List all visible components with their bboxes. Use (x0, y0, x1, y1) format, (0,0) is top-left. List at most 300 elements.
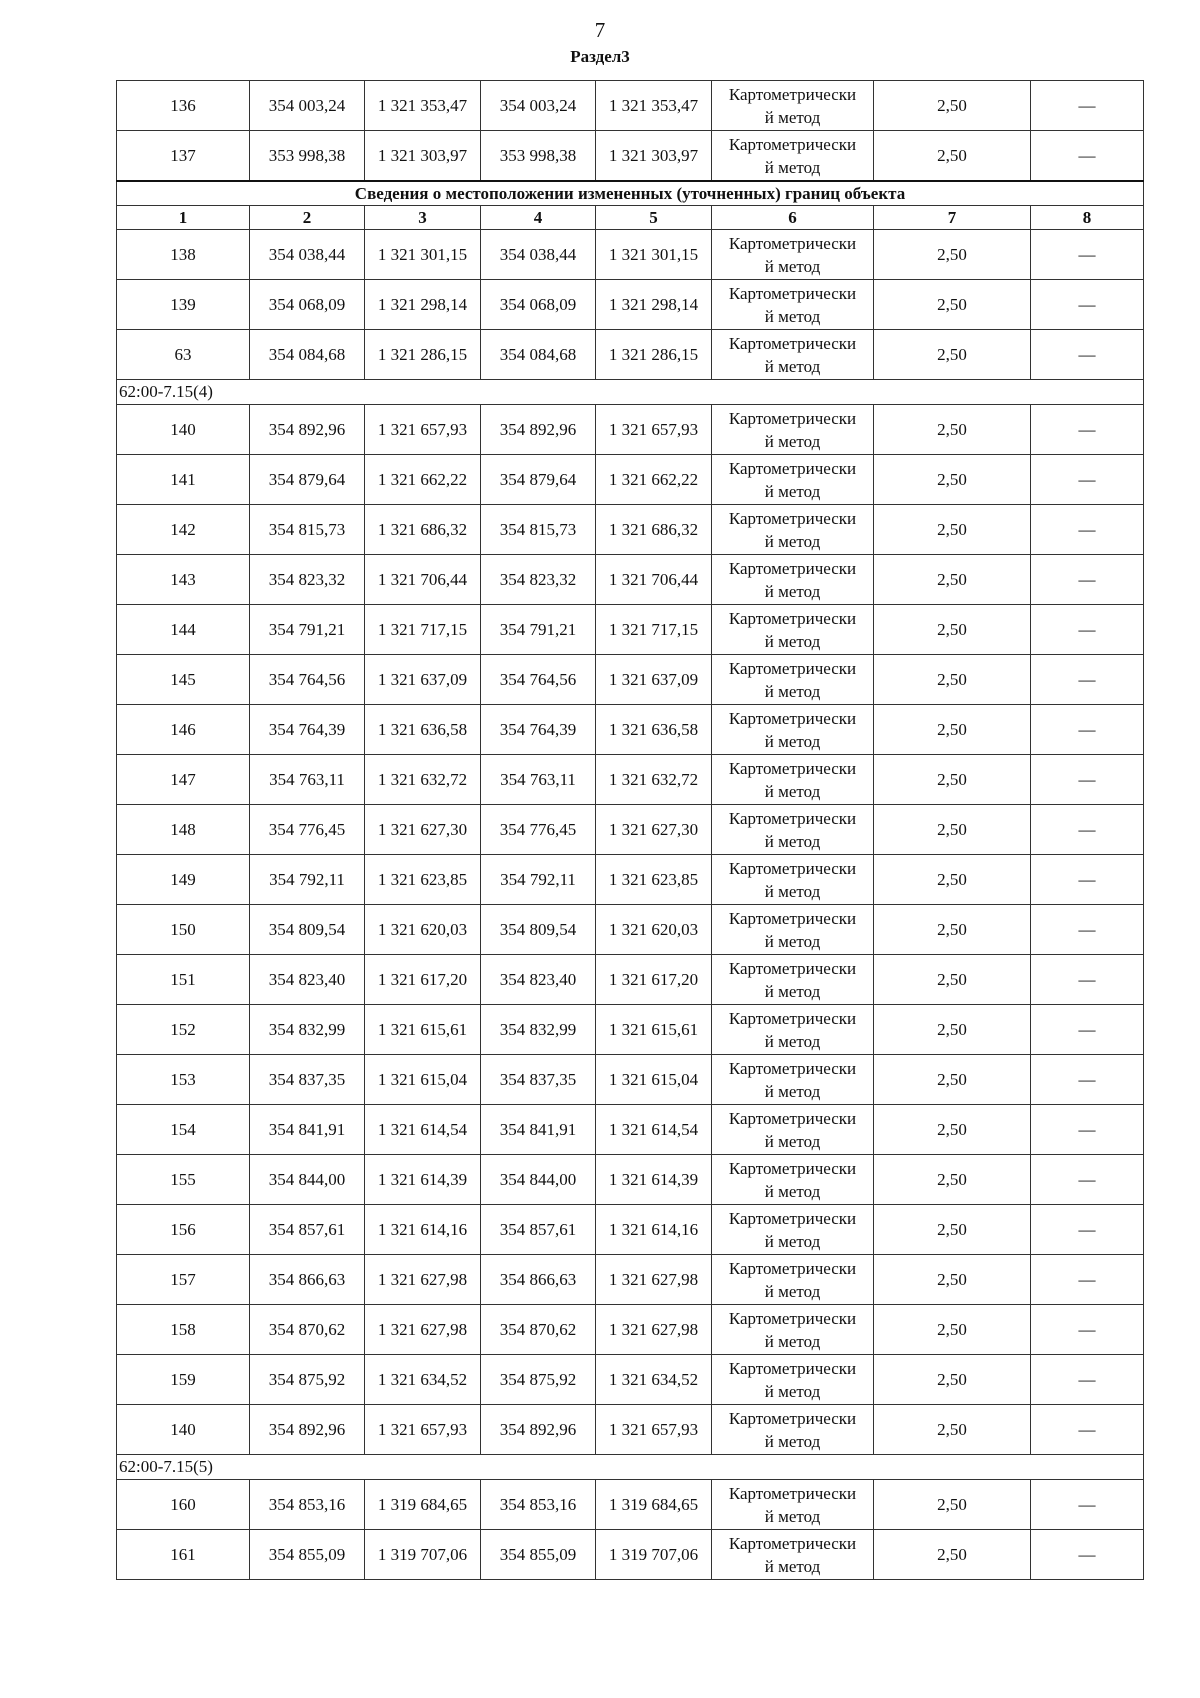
y-coordinate-new-cell: 1 321 298,14 (596, 280, 712, 330)
table-row (117, 330, 1144, 380)
method-text: Картометрически (728, 1483, 857, 1503)
accuracy-cell: 2,50 (874, 555, 1031, 605)
x-coordinate-cell: 354 763,11 (250, 755, 365, 805)
description-cell: — (1031, 1155, 1144, 1205)
y-coordinate-cell: 1 321 298,14 (365, 280, 481, 330)
method-text: Картометрически (728, 458, 857, 478)
x-coordinate-new-cell: 354 832,99 (481, 1005, 596, 1055)
y-coordinate-cell: 1 321 636,58 (365, 705, 481, 755)
y-coordinate-cell: 1 321 686,32 (365, 505, 481, 555)
accuracy-cell: 2,50 (874, 505, 1031, 555)
method-cell (712, 81, 874, 131)
table-row (117, 280, 1144, 330)
point-number-cell: 143 (117, 555, 250, 605)
y-coordinate-new-cell: 1 321 353,47 (596, 81, 712, 131)
description-cell: — (1031, 955, 1144, 1005)
method-text: й метод (764, 781, 821, 801)
description-cell: — (1031, 805, 1144, 855)
method-text: Картометрически (728, 1158, 857, 1178)
method-cell (712, 1405, 874, 1455)
x-coordinate-cell: 354 892,96 (250, 1405, 365, 1455)
table-row (117, 555, 1144, 605)
point-number-cell: 160 (117, 1480, 250, 1530)
point-number-cell: 155 (117, 1155, 250, 1205)
method-text: Картометрически (728, 1258, 857, 1278)
x-coordinate-cell: 354 792,11 (250, 855, 365, 905)
column-number: 6 (712, 206, 874, 230)
method-text: Картометрически (728, 84, 857, 104)
method-cell (712, 1355, 874, 1405)
x-coordinate-cell: 354 837,35 (250, 1055, 365, 1105)
method-cell (712, 131, 874, 182)
description-cell: — (1031, 705, 1144, 755)
method-text: й метод (764, 107, 821, 127)
x-coordinate-cell: 354 038,44 (250, 230, 365, 280)
table-row (117, 1530, 1144, 1580)
method-text: Картометрически (728, 658, 857, 678)
accuracy-cell: 2,50 (874, 1105, 1031, 1155)
accuracy-cell: 2,50 (874, 1405, 1031, 1455)
method-text: й метод (764, 731, 821, 751)
y-coordinate-cell: 1 321 657,93 (365, 405, 481, 455)
table-row (117, 455, 1144, 505)
point-number-cell: 146 (117, 705, 250, 755)
y-coordinate-new-cell: 1 321 662,22 (596, 455, 712, 505)
table-row (117, 805, 1144, 855)
method-cell (712, 855, 874, 905)
x-coordinate-new-cell: 354 791,21 (481, 605, 596, 655)
description-cell: — (1031, 1530, 1144, 1580)
x-coordinate-new-cell: 354 776,45 (481, 805, 596, 855)
y-coordinate-cell: 1 321 637,09 (365, 655, 481, 705)
x-coordinate-cell: 354 068,09 (250, 280, 365, 330)
method-cell (712, 330, 874, 380)
group-label: 62:00-7.15(4) (117, 380, 1144, 405)
y-coordinate-new-cell: 1 321 627,30 (596, 805, 712, 855)
x-coordinate-new-cell: 354 892,96 (481, 405, 596, 455)
x-coordinate-cell: 354 823,32 (250, 555, 365, 605)
y-coordinate-cell: 1 321 627,30 (365, 805, 481, 855)
y-coordinate-new-cell: 1 321 617,20 (596, 955, 712, 1005)
accuracy-cell: 2,50 (874, 1480, 1031, 1530)
point-number-cell: 150 (117, 905, 250, 955)
method-text: Картометрически (728, 908, 857, 928)
accuracy-cell: 2,50 (874, 1205, 1031, 1255)
table-row (117, 655, 1144, 705)
y-coordinate-new-cell: 1 321 301,15 (596, 230, 712, 280)
x-coordinate-cell: 354 809,54 (250, 905, 365, 955)
accuracy-cell: 2,50 (874, 905, 1031, 955)
y-coordinate-new-cell: 1 321 627,98 (596, 1255, 712, 1305)
method-text: й метод (764, 1506, 821, 1526)
method-text: й метод (764, 1331, 821, 1351)
description-cell: — (1031, 605, 1144, 655)
method-text: й метод (764, 256, 821, 276)
method-text: Картометрически (728, 283, 857, 303)
group-label-row (117, 1455, 1144, 1480)
y-coordinate-new-cell: 1 321 286,15 (596, 330, 712, 380)
y-coordinate-cell: 1 321 634,52 (365, 1355, 481, 1405)
x-coordinate-new-cell: 354 892,96 (481, 1405, 596, 1455)
method-text: й метод (764, 1081, 821, 1101)
method-cell (712, 655, 874, 705)
point-number-cell: 144 (117, 605, 250, 655)
point-number-cell: 154 (117, 1105, 250, 1155)
method-text: Картометрически (728, 1308, 857, 1328)
y-coordinate-cell: 1 321 286,15 (365, 330, 481, 380)
point-number-cell: 138 (117, 230, 250, 280)
table-row (117, 405, 1144, 455)
y-coordinate-cell: 1 321 627,98 (365, 1255, 481, 1305)
accuracy-cell: 2,50 (874, 1530, 1031, 1580)
x-coordinate-cell: 354 764,56 (250, 655, 365, 705)
accuracy-cell: 2,50 (874, 405, 1031, 455)
method-cell (712, 1305, 874, 1355)
point-number-cell: 142 (117, 505, 250, 555)
y-coordinate-cell: 1 321 301,15 (365, 230, 481, 280)
x-coordinate-new-cell: 354 823,40 (481, 955, 596, 1005)
y-coordinate-cell: 1 321 353,47 (365, 81, 481, 131)
point-number-cell: 147 (117, 755, 250, 805)
y-coordinate-cell: 1 321 614,39 (365, 1155, 481, 1205)
column-number: 3 (365, 206, 481, 230)
table-row (117, 1255, 1144, 1305)
accuracy-cell: 2,50 (874, 705, 1031, 755)
point-number-cell: 141 (117, 455, 250, 505)
point-number-cell: 139 (117, 280, 250, 330)
x-coordinate-cell: 354 870,62 (250, 1305, 365, 1355)
method-text: й метод (764, 1556, 821, 1576)
description-cell: — (1031, 905, 1144, 955)
x-coordinate-new-cell: 354 792,11 (481, 855, 596, 905)
method-text: Картометрически (728, 408, 857, 428)
description-cell: — (1031, 1355, 1144, 1405)
method-text: й метод (764, 431, 821, 451)
x-coordinate-new-cell: 354 815,73 (481, 505, 596, 555)
y-coordinate-cell: 1 321 614,16 (365, 1205, 481, 1255)
method-text: Картометрически (728, 1108, 857, 1128)
x-coordinate-new-cell: 354 823,32 (481, 555, 596, 605)
description-cell: — (1031, 230, 1144, 280)
y-coordinate-new-cell: 1 319 684,65 (596, 1480, 712, 1530)
description-cell: — (1031, 655, 1144, 705)
section-header: Сведения о местоположении измененных (уточненных) границ объекта (117, 181, 1144, 206)
method-cell (712, 1005, 874, 1055)
x-coordinate-new-cell: 354 764,39 (481, 705, 596, 755)
accuracy-cell: 2,50 (874, 1355, 1031, 1405)
y-coordinate-new-cell: 1 321 303,97 (596, 131, 712, 182)
accuracy-cell: 2,50 (874, 1005, 1031, 1055)
y-coordinate-cell: 1 321 632,72 (365, 755, 481, 805)
table-row (117, 81, 1144, 131)
y-coordinate-cell: 1 319 707,06 (365, 1530, 481, 1580)
y-coordinate-new-cell: 1 321 623,85 (596, 855, 712, 905)
method-cell (712, 280, 874, 330)
accuracy-cell: 2,50 (874, 605, 1031, 655)
y-coordinate-cell: 1 321 303,97 (365, 131, 481, 182)
column-number-row (117, 206, 1144, 230)
method-text: й метод (764, 981, 821, 1001)
description-cell: — (1031, 505, 1144, 555)
table-row (117, 755, 1144, 805)
x-coordinate-new-cell: 354 837,35 (481, 1055, 596, 1105)
method-cell (712, 505, 874, 555)
accuracy-cell: 2,50 (874, 755, 1031, 805)
accuracy-cell: 2,50 (874, 330, 1031, 380)
y-coordinate-cell: 1 321 657,93 (365, 1405, 481, 1455)
method-text: Картометрически (728, 558, 857, 578)
accuracy-cell: 2,50 (874, 855, 1031, 905)
x-coordinate-cell: 354 776,45 (250, 805, 365, 855)
method-text: Картометрически (728, 1008, 857, 1028)
description-cell: — (1031, 1305, 1144, 1355)
description-cell: — (1031, 131, 1144, 182)
group-label-row (117, 380, 1144, 405)
description-cell: — (1031, 1405, 1144, 1455)
y-coordinate-new-cell: 1 321 657,93 (596, 405, 712, 455)
table-row (117, 1005, 1144, 1055)
method-cell (712, 1480, 874, 1530)
point-number-cell: 136 (117, 81, 250, 131)
y-coordinate-cell: 1 321 617,20 (365, 955, 481, 1005)
method-text: Картометрически (728, 134, 857, 154)
method-cell (712, 755, 874, 805)
description-cell: — (1031, 1255, 1144, 1305)
y-coordinate-new-cell: 1 321 614,54 (596, 1105, 712, 1155)
accuracy-cell: 2,50 (874, 455, 1031, 505)
method-text: Картометрически (728, 758, 857, 778)
y-coordinate-new-cell: 1 321 615,04 (596, 1055, 712, 1105)
point-number-cell: 149 (117, 855, 250, 905)
x-coordinate-cell: 354 875,92 (250, 1355, 365, 1405)
y-coordinate-cell: 1 321 662,22 (365, 455, 481, 505)
accuracy-cell: 2,50 (874, 805, 1031, 855)
method-text: й метод (764, 631, 821, 651)
y-coordinate-new-cell: 1 321 637,09 (596, 655, 712, 705)
description-cell: — (1031, 1005, 1144, 1055)
x-coordinate-cell: 354 866,63 (250, 1255, 365, 1305)
method-text: Картометрически (728, 608, 857, 628)
accuracy-cell: 2,50 (874, 955, 1031, 1005)
table-row (117, 705, 1144, 755)
method-text: Картометрически (728, 508, 857, 528)
accuracy-cell: 2,50 (874, 131, 1031, 182)
accuracy-cell: 2,50 (874, 230, 1031, 280)
section-header-row (117, 181, 1144, 206)
method-text: й метод (764, 881, 821, 901)
x-coordinate-new-cell: 354 879,64 (481, 455, 596, 505)
x-coordinate-cell: 354 791,21 (250, 605, 365, 655)
method-text: Картометрически (728, 708, 857, 728)
column-number: 8 (1031, 206, 1144, 230)
x-coordinate-new-cell: 354 809,54 (481, 905, 596, 955)
table-row (117, 1205, 1144, 1255)
x-coordinate-new-cell: 354 855,09 (481, 1530, 596, 1580)
table-row (117, 605, 1144, 655)
point-number-cell: 152 (117, 1005, 250, 1055)
description-cell: — (1031, 1105, 1144, 1155)
y-coordinate-cell: 1 321 623,85 (365, 855, 481, 905)
method-text: й метод (764, 1281, 821, 1301)
table-row (117, 905, 1144, 955)
y-coordinate-new-cell: 1 321 614,39 (596, 1155, 712, 1205)
point-number-cell: 158 (117, 1305, 250, 1355)
y-coordinate-cell: 1 321 615,04 (365, 1055, 481, 1105)
description-cell: — (1031, 1055, 1144, 1105)
accuracy-cell: 2,50 (874, 1305, 1031, 1355)
coordinates-table (116, 80, 1144, 1580)
description-cell: — (1031, 555, 1144, 605)
method-text: Картометрически (728, 1358, 857, 1378)
method-text: Картометрически (728, 958, 857, 978)
x-coordinate-cell: 354 764,39 (250, 705, 365, 755)
accuracy-cell: 2,50 (874, 81, 1031, 131)
description-cell: — (1031, 455, 1144, 505)
x-coordinate-new-cell: 354 844,00 (481, 1155, 596, 1205)
method-cell (712, 555, 874, 605)
method-text: й метод (764, 931, 821, 951)
method-cell (712, 1205, 874, 1255)
description-cell: — (1031, 855, 1144, 905)
method-text: Картометрически (728, 233, 857, 253)
y-coordinate-new-cell: 1 321 614,16 (596, 1205, 712, 1255)
x-coordinate-cell: 354 841,91 (250, 1105, 365, 1155)
method-text: й метод (764, 581, 821, 601)
table-row (117, 505, 1144, 555)
method-cell (712, 405, 874, 455)
description-cell: — (1031, 1480, 1144, 1530)
x-coordinate-cell: 353 998,38 (250, 131, 365, 182)
x-coordinate-new-cell: 354 853,16 (481, 1480, 596, 1530)
x-coordinate-cell: 354 832,99 (250, 1005, 365, 1055)
description-cell: — (1031, 755, 1144, 805)
method-text: й метод (764, 481, 821, 501)
description-cell: — (1031, 405, 1144, 455)
table-row (117, 1355, 1144, 1405)
point-number-cell: 148 (117, 805, 250, 855)
x-coordinate-cell: 354 855,09 (250, 1530, 365, 1580)
x-coordinate-new-cell: 354 084,68 (481, 330, 596, 380)
method-text: й метод (764, 1381, 821, 1401)
table-row (117, 1305, 1144, 1355)
y-coordinate-cell: 1 321 706,44 (365, 555, 481, 605)
point-number-cell: 137 (117, 131, 250, 182)
accuracy-cell: 2,50 (874, 1255, 1031, 1305)
x-coordinate-new-cell: 354 003,24 (481, 81, 596, 131)
method-cell (712, 1055, 874, 1105)
y-coordinate-cell: 1 321 615,61 (365, 1005, 481, 1055)
method-cell (712, 1105, 874, 1155)
y-coordinate-new-cell: 1 321 717,15 (596, 605, 712, 655)
method-text: й метод (764, 531, 821, 551)
y-coordinate-new-cell: 1 321 634,52 (596, 1355, 712, 1405)
description-cell: — (1031, 1205, 1144, 1255)
method-text: й метод (764, 1231, 821, 1251)
point-number-cell: 145 (117, 655, 250, 705)
method-cell (712, 705, 874, 755)
method-cell (712, 1530, 874, 1580)
y-coordinate-new-cell: 1 321 686,32 (596, 505, 712, 555)
table-row (117, 1055, 1144, 1105)
point-number-cell: 63 (117, 330, 250, 380)
point-number-cell: 153 (117, 1055, 250, 1105)
x-coordinate-new-cell: 354 068,09 (481, 280, 596, 330)
method-text: й метод (764, 1031, 821, 1051)
point-number-cell: 157 (117, 1255, 250, 1305)
accuracy-cell: 2,50 (874, 1055, 1031, 1105)
table-row (117, 955, 1144, 1005)
point-number-cell: 161 (117, 1530, 250, 1580)
point-number-cell: 151 (117, 955, 250, 1005)
method-text: Картометрически (728, 1208, 857, 1228)
x-coordinate-cell: 354 815,73 (250, 505, 365, 555)
method-text: Картометрически (728, 333, 857, 353)
x-coordinate-cell: 354 084,68 (250, 330, 365, 380)
table-row (117, 1405, 1144, 1455)
page-number: 7 (594, 18, 606, 42)
point-number-cell: 156 (117, 1205, 250, 1255)
table-row (117, 1105, 1144, 1155)
table-body (117, 81, 1144, 1580)
point-number-cell: 140 (117, 1405, 250, 1455)
method-text: Картометрически (728, 1533, 857, 1553)
method-text: й метод (764, 1131, 821, 1151)
table-row (117, 230, 1144, 280)
x-coordinate-cell: 354 823,40 (250, 955, 365, 1005)
x-coordinate-new-cell: 354 038,44 (481, 230, 596, 280)
y-coordinate-new-cell: 1 321 627,98 (596, 1305, 712, 1355)
accuracy-cell: 2,50 (874, 655, 1031, 705)
y-coordinate-cell: 1 321 717,15 (365, 605, 481, 655)
y-coordinate-new-cell: 1 321 706,44 (596, 555, 712, 605)
y-coordinate-new-cell: 1 321 636,58 (596, 705, 712, 755)
method-text: Картометрически (728, 1058, 857, 1078)
method-text: й метод (764, 681, 821, 701)
y-coordinate-new-cell: 1 319 707,06 (596, 1530, 712, 1580)
method-cell (712, 1255, 874, 1305)
table-row (117, 1155, 1144, 1205)
x-coordinate-new-cell: 353 998,38 (481, 131, 596, 182)
method-text: й метод (764, 356, 821, 376)
method-text: й метод (764, 1431, 821, 1451)
group-label: 62:00-7.15(5) (117, 1455, 1144, 1480)
x-coordinate-new-cell: 354 870,62 (481, 1305, 596, 1355)
y-coordinate-cell: 1 321 614,54 (365, 1105, 481, 1155)
method-cell (712, 230, 874, 280)
method-cell (712, 955, 874, 1005)
x-coordinate-new-cell: 354 763,11 (481, 755, 596, 805)
method-cell (712, 455, 874, 505)
description-cell: — (1031, 81, 1144, 131)
table-row (117, 855, 1144, 905)
column-number: 7 (874, 206, 1031, 230)
x-coordinate-cell: 354 857,61 (250, 1205, 365, 1255)
y-coordinate-new-cell: 1 321 620,03 (596, 905, 712, 955)
section-title: Раздел3 (570, 47, 630, 66)
y-coordinate-new-cell: 1 321 632,72 (596, 755, 712, 805)
x-coordinate-new-cell: 354 841,91 (481, 1105, 596, 1155)
point-number-cell: 140 (117, 405, 250, 455)
x-coordinate-cell: 354 853,16 (250, 1480, 365, 1530)
point-number-cell: 159 (117, 1355, 250, 1405)
column-number: 4 (481, 206, 596, 230)
method-cell (712, 905, 874, 955)
x-coordinate-new-cell: 354 857,61 (481, 1205, 596, 1255)
column-number: 1 (117, 206, 250, 230)
accuracy-cell: 2,50 (874, 280, 1031, 330)
x-coordinate-cell: 354 879,64 (250, 455, 365, 505)
method-text: й метод (764, 157, 821, 177)
